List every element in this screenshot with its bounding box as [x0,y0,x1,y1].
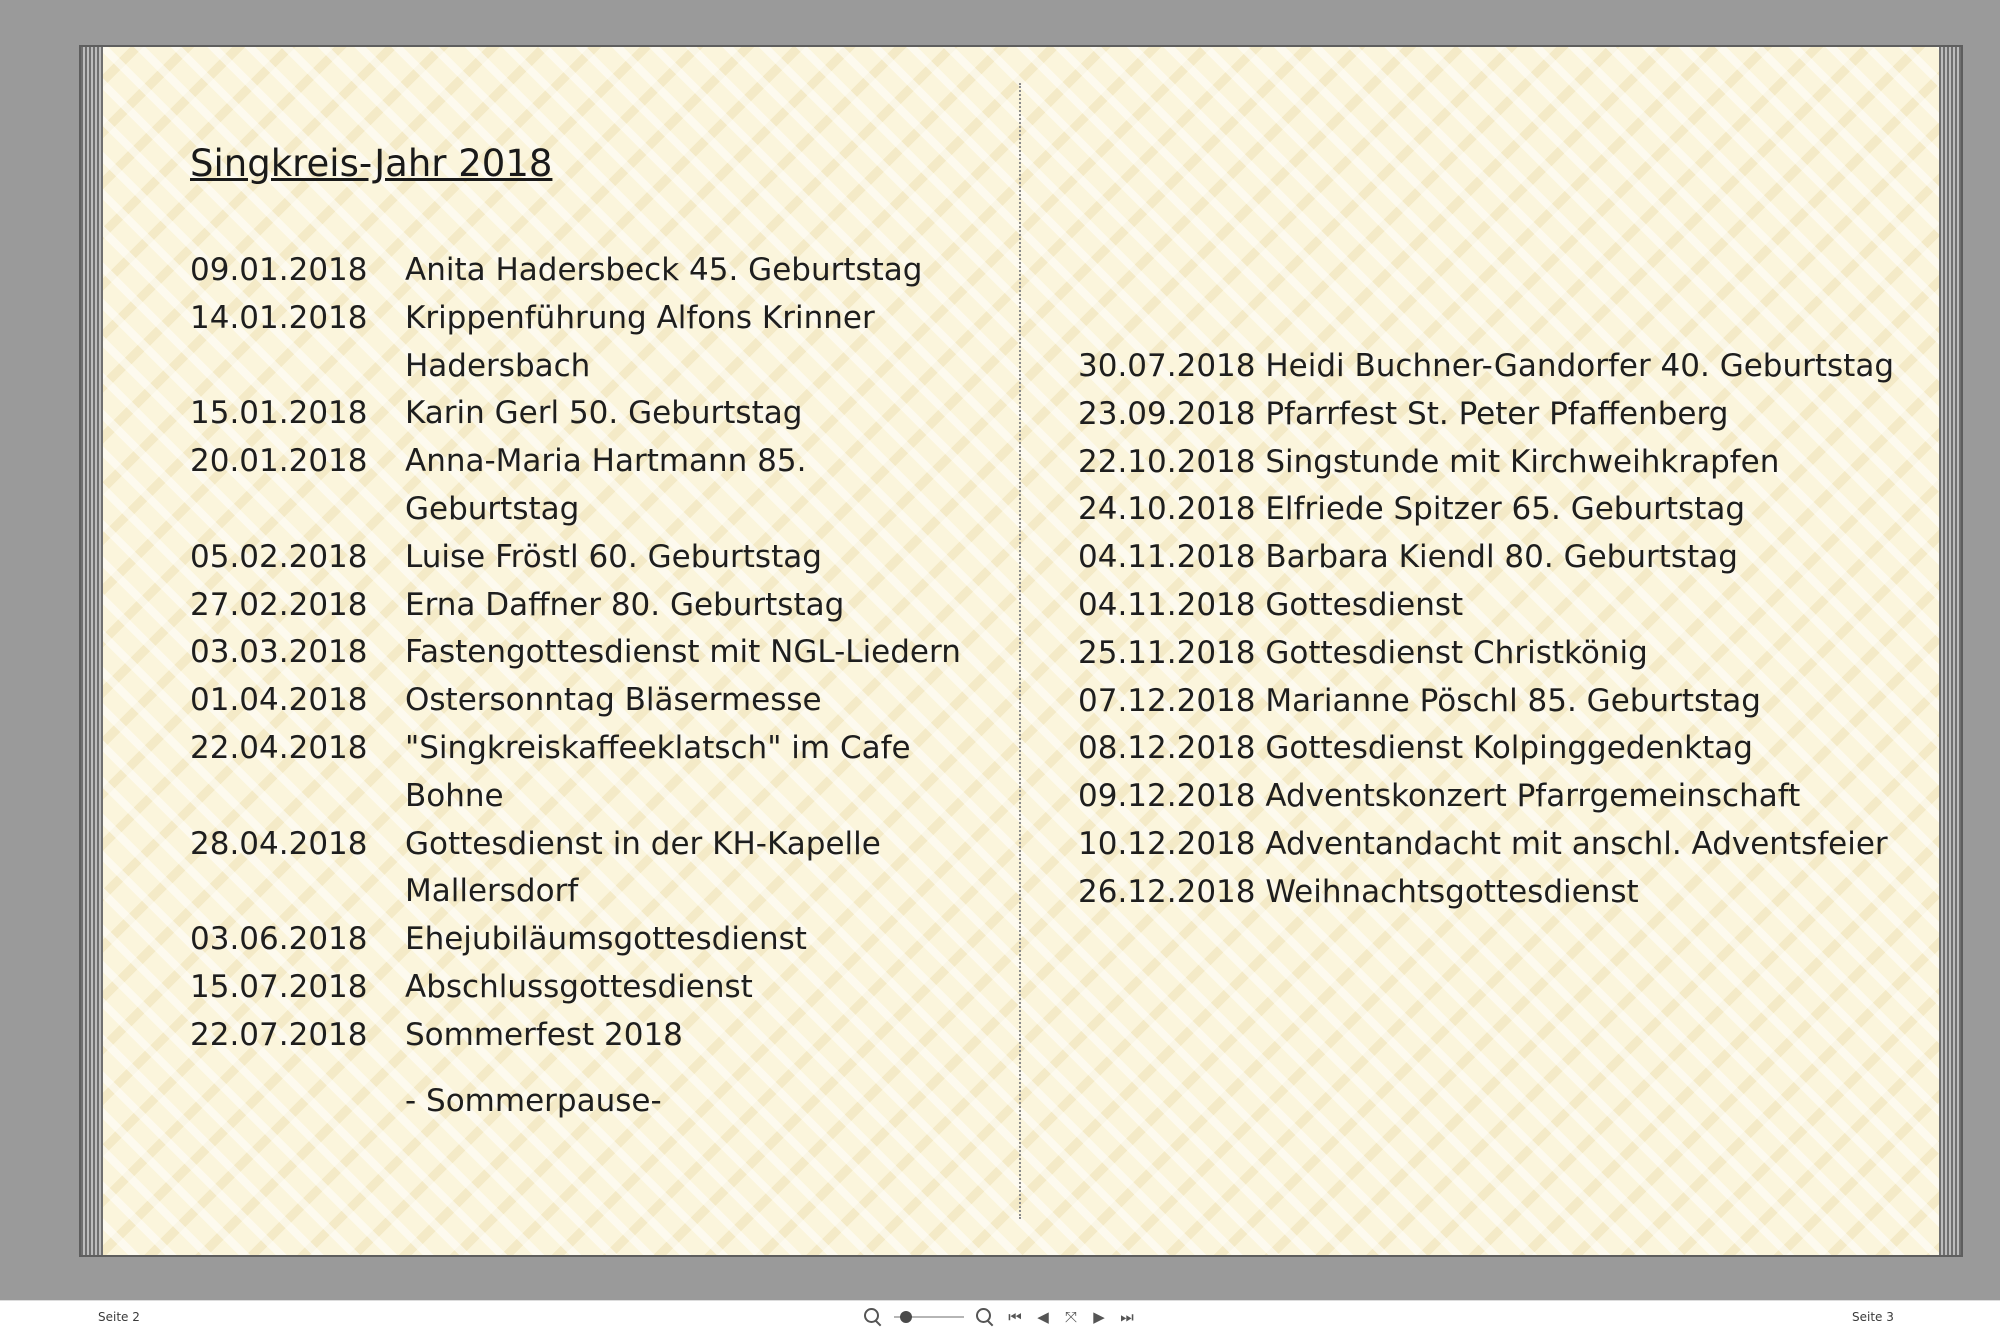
event-description: Fastengottesdienst mit NGL-Liedern [405,634,961,671]
list-item [190,1012,965,1060]
event-description: Erna Daffner 80. Geburtstag [405,586,845,623]
list-item: 26.12.2018 Weihnachtsgottesdienst [1078,873,1639,910]
event-description: Krippenführung Alfons Krinner Hadersbach [405,299,875,384]
zoom-slider[interactable] [894,1306,964,1328]
event-date: 05.02.2018 [190,538,368,575]
event-description: Anna-Maria Hartmann 85. Geburtstag [405,443,807,527]
list-item [190,916,965,964]
event-description: Sommerfest 2018 [405,1016,683,1053]
book-edge-right [1939,47,1961,1255]
list-item [190,964,965,1012]
event-date: 01.04.2018 [190,682,368,719]
event-date: 03.06.2018 [190,921,368,958]
list-item: 25.11.2018 Gottesdienst Christkönig [1078,634,1648,671]
list-item: 10.12.2018 Adventandacht mit anschl. Adventsfeier [1078,825,1888,862]
list-item [190,677,965,725]
book-spread [79,45,1963,1257]
event-date: 09.01.2018 [190,252,368,288]
prev-page-icon[interactable]: ◀ [1037,1308,1049,1326]
event-description: Luise Fröstl 60. Geburtstag [405,538,822,575]
event-date: 22.07.2018 [190,1016,368,1053]
right-page-label: Seite 3 [1852,1310,1894,1324]
event-date: 15.01.2018 [190,395,368,432]
first-page-icon[interactable]: ⏮ [1008,1308,1022,1326]
event-description: "Singkreiskaffeeklatsch" im Cafe Bohne [405,729,911,814]
list-item [190,629,965,677]
event-description: Ehejubiläumsgottesdienst [405,921,807,958]
list-item [190,582,965,630]
list-item: 23.09.2018 Pfarrfest St. Peter Pfaffenberg [1078,395,1729,432]
viewer-controls [862,1304,1136,1330]
list-item [190,725,965,821]
left-page-label: Seite 2 [98,1310,140,1324]
event-date: 27.02.2018 [190,586,368,623]
list-item: 07.12.2018 Marianne Pöschl 85. Geburtstag [1078,682,1761,719]
list-item [190,247,965,295]
event-date: 14.01.2018 [190,299,368,336]
event-date: 03.03.2018 [190,634,368,671]
page-spread[interactable] [103,47,1939,1255]
list-item: 30.07.2018 Heidi Buchner-Gandorfer 40. Geburtstag [1078,348,1894,384]
last-page-icon[interactable]: ⏭ [1120,1308,1134,1326]
list-item: 22.10.2018 Singstunde mit Kirchweihkrapfen [1078,443,1780,480]
event-date: 22.04.2018 [190,729,368,766]
zoom-slider-thumb[interactable] [900,1311,912,1323]
list-item: 24.10.2018 Elfriede Spitzer 65. Geburtstag [1078,491,1746,528]
list-item: 04.11.2018 Barbara Kiendl 80. Geburtstag [1078,539,1738,576]
list-item [190,534,965,582]
left-page[interactable] [103,47,1019,1255]
list-item: 09.12.2018 Adventskonzert Pfarrgemeinschaft [1078,778,1801,815]
book-edge-left [81,47,103,1255]
zoom-out-icon[interactable] [862,1306,884,1328]
event-description: Anita Hadersbeck 45. Geburtstag [405,252,923,288]
event-description: Gottesdienst in der KH-Kapelle Mallersdorf [405,825,881,910]
list-item [190,821,965,917]
next-page-icon[interactable]: ▶ [1093,1308,1105,1326]
list-item [190,295,965,391]
event-description: Abschlussgottesdienst [405,968,753,1005]
fit-page-icon[interactable]: ⤧ [1064,1308,1077,1326]
zoom-in-icon[interactable] [974,1306,996,1328]
event-list-left [190,247,965,1060]
event-description: Karin Gerl 50. Geburtstag [405,395,803,432]
summer-pause-note: - Sommerpause- [405,1083,662,1119]
right-page[interactable] [1021,47,1939,1255]
event-date: 15.07.2018 [190,968,368,1005]
list-item: 04.11.2018 Gottesdienst [1078,586,1464,623]
event-date: 28.04.2018 [190,825,368,862]
list-item: 08.12.2018 Gottesdienst Kolpinggedenktag [1078,730,1753,767]
status-bar [0,1300,2000,1334]
event-description: Ostersonntag Bläsermesse [405,682,822,719]
event-list-right [1078,343,1894,917]
list-item [190,438,965,534]
event-date: 20.01.2018 [190,443,368,480]
list-item [190,390,965,438]
page-title: Singkreis-Jahr 2018 [190,142,553,185]
